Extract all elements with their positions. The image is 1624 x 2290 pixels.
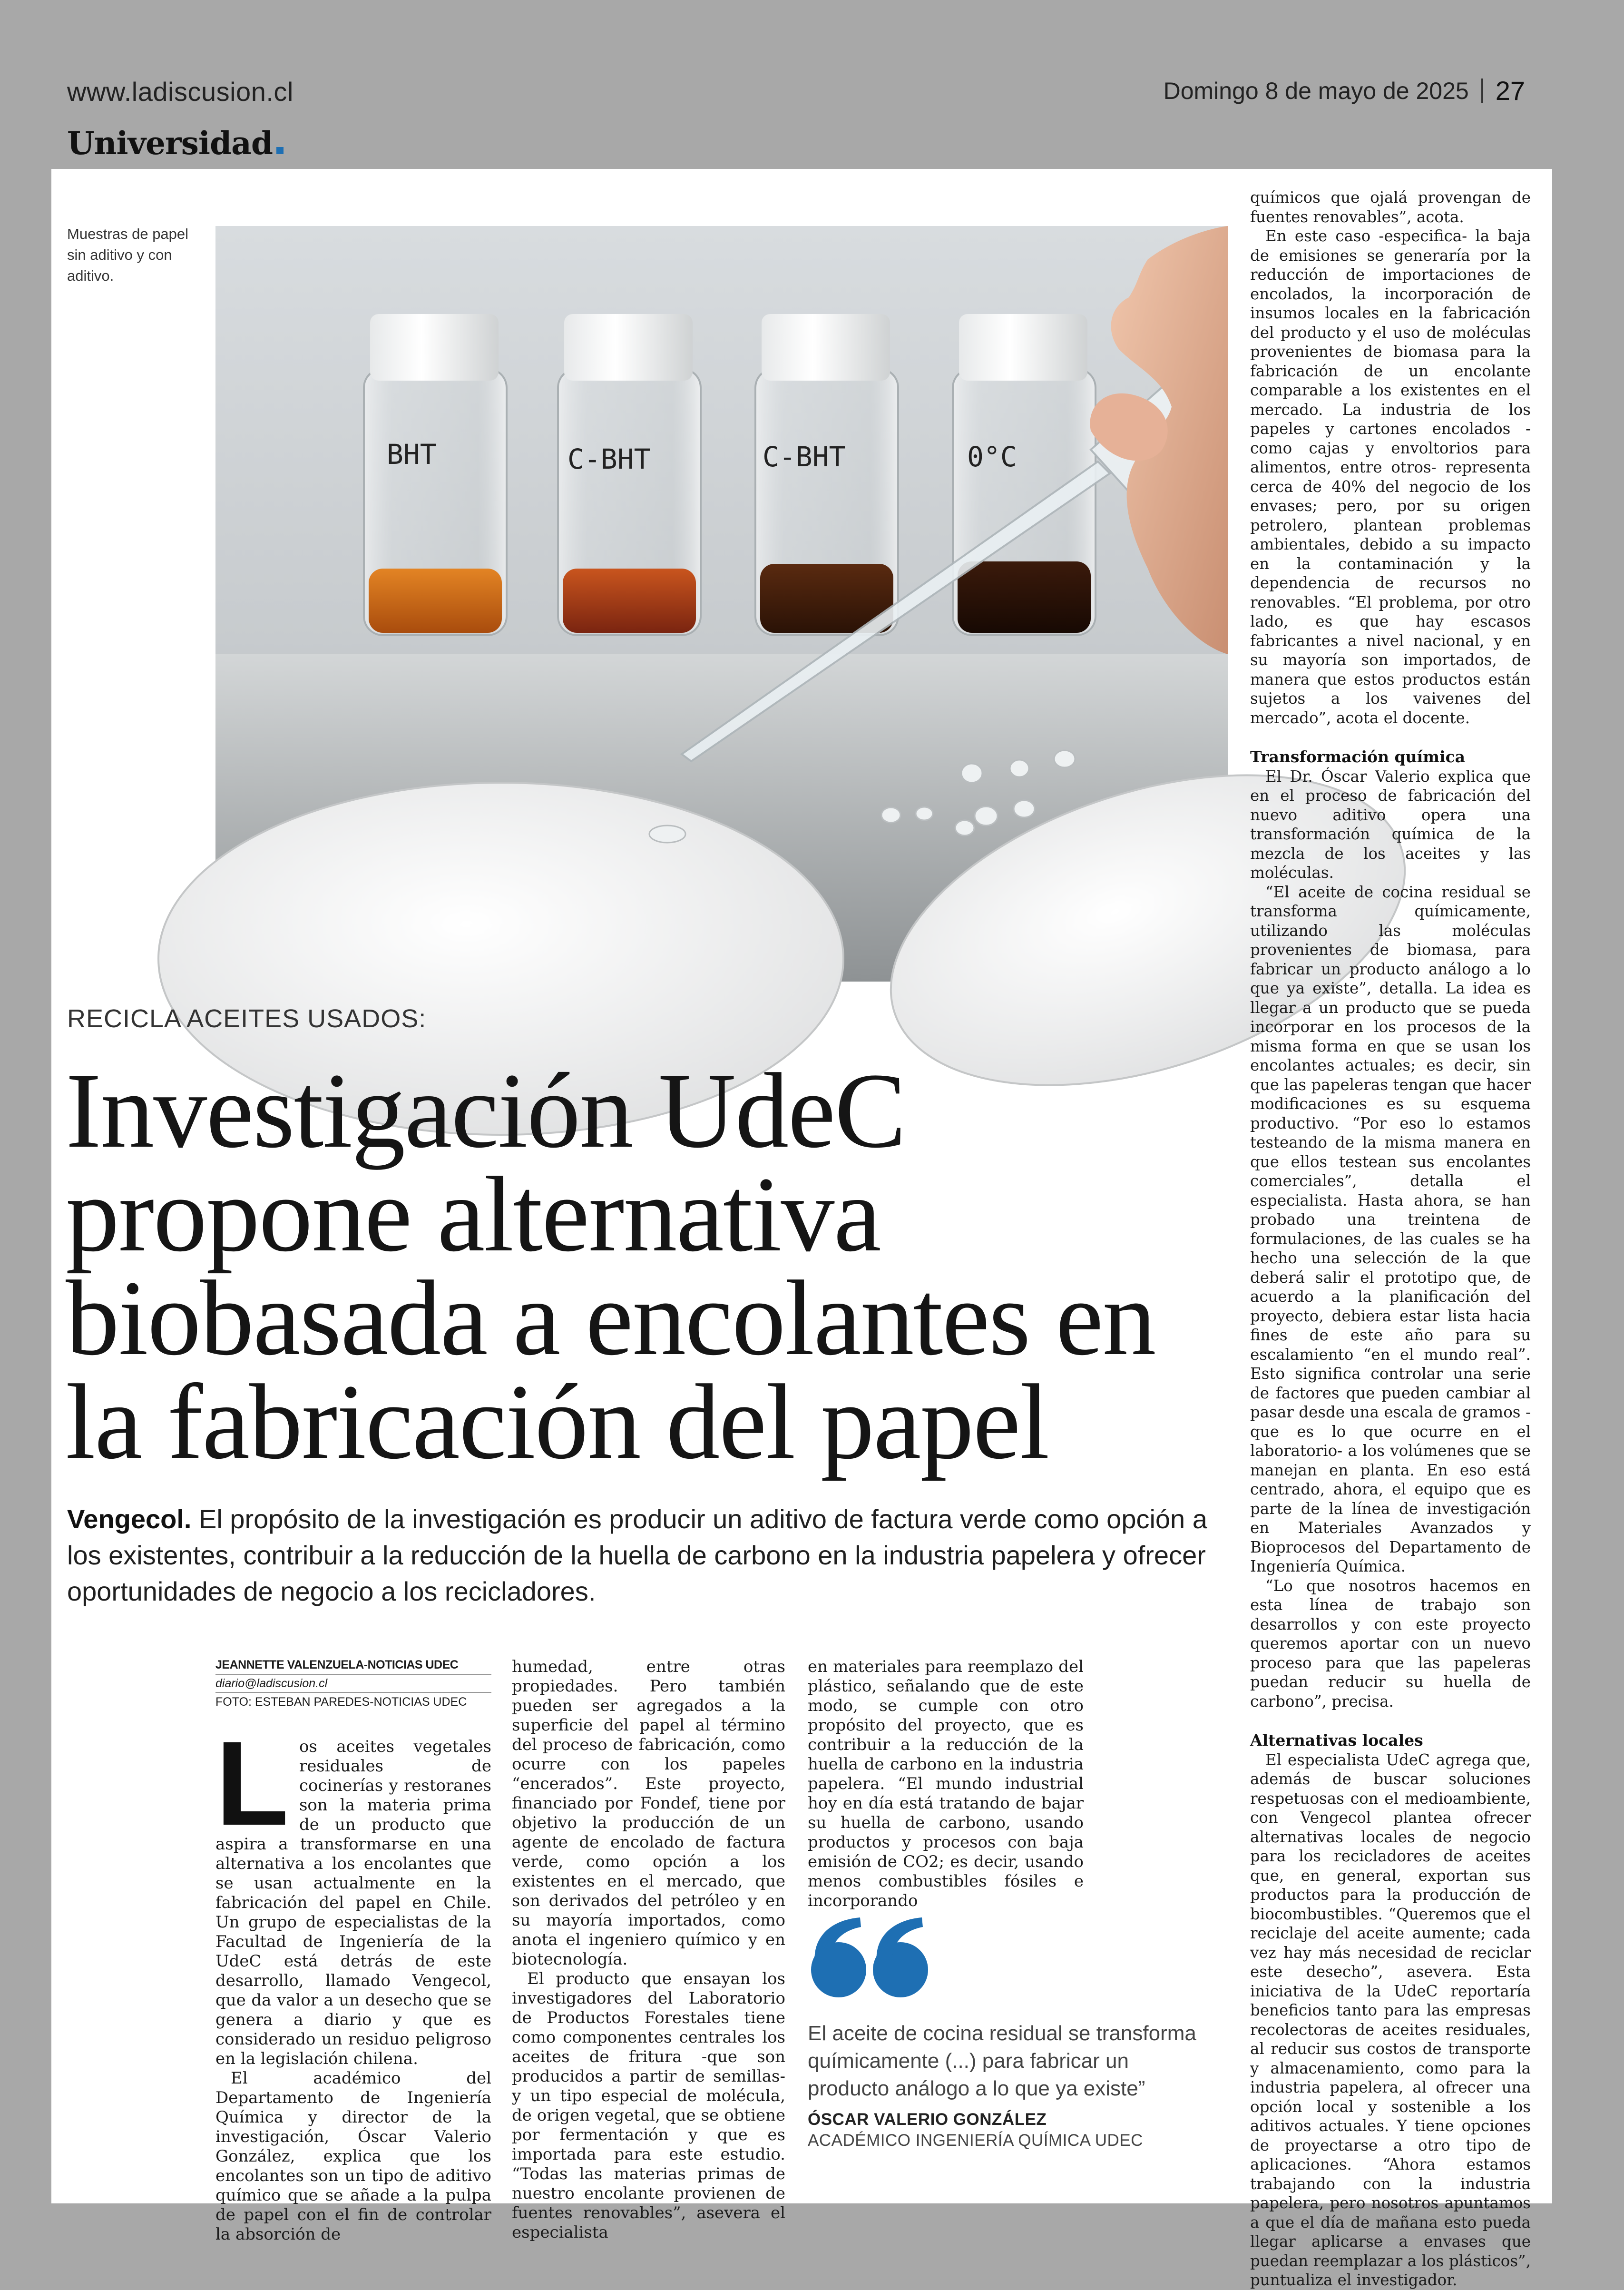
vial bbox=[755, 314, 898, 635]
photo-credit: FOTO: ESTEBAN PAREDES-NOTICIAS UDEC bbox=[215, 1692, 491, 1710]
quote-marks-icon bbox=[808, 1917, 936, 2000]
page-number: 27 bbox=[1495, 76, 1525, 106]
pull-quote-role: ACADÉMICO INGENIERÍA QUÍMICA UDEC bbox=[808, 2131, 1143, 2150]
svg-text:C-BHT: C-BHT bbox=[763, 441, 846, 473]
article-headline: Investigación UdeC propone alternativa biobasada a encolantes en la fabricación del papel bbox=[66, 1051, 1155, 1481]
body-paragraph: El especialista UdeC agrega que, además de buscar soluciones respetuosas con el medioambiente, con Vengecol plantea ofrecer alternativas locales de negocio para los recicladores de aceites que, en general, exportan sus productos para la producción de biocombustibles. “Queremos que el reciclaje del aceite aumente; cada vez hay más necesidad de reciclar este desecho”, asevera. Esta iniciativa de la UdeC reportaría beneficios tanto para las empresas recolectoras de aceites residuales, al reducir sus costos de transporte y almacenamiento, como para la industria papelera, al ofrecer una opción local y sostenible a los aditivos actuales. Y tiene opciones de proyectarse a otro tipo de aplicaciones. “Ahora estamos trabajando con la industria papelera, pero nosotros apuntamos a que el día de mañana esto pueda llegar aplicarse a envases que puedan reemplazar a los plásticos”, puntualiza el investigador. bbox=[1250, 1750, 1531, 2289]
article-deck bbox=[67, 1501, 1209, 1610]
section-label: Universidad bbox=[67, 125, 273, 162]
svg-text:C-BHT: C-BHT bbox=[567, 443, 651, 475]
body-paragraph: químicos que ojalá provengan de fuentes renovables”, acota. bbox=[1250, 188, 1531, 226]
vial bbox=[364, 314, 507, 635]
date-line bbox=[1164, 75, 1525, 106]
article-column-2 bbox=[512, 1657, 785, 2242]
deck-lead: Vengecol. bbox=[67, 1504, 192, 1534]
body-paragraph: El Dr. Óscar Valerio explica que en el proceso de fabricación del nuevo aditivo opera una transformación química de la mezcla de los aceites y las moléculas. bbox=[1250, 767, 1531, 882]
svg-text:0°C: 0°C bbox=[967, 441, 1017, 473]
subhead-transformacion: Transformación química bbox=[1250, 747, 1466, 766]
body-paragraph: en materiales para reemplazo del plástico, señalando que de este modo, se cumple con otro propósito del proyecto, que es contribuir a la reducción de la huella de carbono en la industria papelera. “El mundo industrial hoy en día está tratando de bajar su huella de carbono, usando productos y procesos con baja emisión de CO2; es decir, usando menos combustibles fósiles e incorporando bbox=[808, 1657, 1084, 1910]
byline-email[interactable]: diario@ladiscusion.cl bbox=[215, 1677, 328, 1690]
section-accent-dot bbox=[276, 147, 284, 154]
issue-date: Domingo 8 de mayo de 2025 bbox=[1163, 77, 1469, 104]
body-paragraph: En este caso -especifica- la baja de emisiones se generaría por la reducción de importaciones de encolados, la incorporación de insumos locales en la fabricación del producto y el uso de moléculas provenientes de biomasa para la fabricación de un encolante comparable a los existentes en el mercado. La industria de los papeles y cartones encolados -como cajas y envoltorios para alimentos, entre otros- representa cerca de 40% del negocio de los envases; pero, por su origen petrolero, plantean problemas ambientales, debido a su impacto en la contaminación y la dependencia de recursos no renovables. “El problema, por otro lado, es que hay escasos fabricantes a nivel nacional, y en su mayoría son importados, de manera que estos productos están sujetos a los vaivenes del mercado”, acota el docente. bbox=[1250, 227, 1531, 727]
article-kicker: RECICLA ACEITES USADOS: bbox=[67, 1004, 427, 1033]
section-name bbox=[67, 125, 284, 162]
lead-paragraph bbox=[215, 1717, 491, 2069]
body-paragraph: El producto que ensayan los investigadores del Laboratorio de Productos Forestales tiene como componentes centrales los aceites de fritura -que son producidos a partir de semillas- y un tipo especial de molécula, de origen vegetal, que se obtiene por fermentación y que es importada para este estudio. “Todas las materias primas de nuestro encolante provienen de fuentes renovables”, asevera el especialista bbox=[512, 1969, 785, 2242]
lead-text: os aceites vegetales residuales de cocinerías y restoranes son la materia prima de un producto que aspira a transformarse en una alternativa a los encolantes que se usan actualmente en la fabricación del papel en Chile. Un grupo de especialistas de la Facultad de Ingeniería de la UdeC está detrás de este desarrollo, llamado Vengecol, que da valor a un desecho que se genera a diario y que es considerado un residuo peligroso en la legislación chilena. bbox=[215, 1737, 491, 2068]
byline bbox=[215, 1657, 491, 1710]
deck-text: El propósito de la investigación es producir un aditivo de factura verde como opción a los existentes, contribuir a la reducción de la huella de carbono en la industria papelera y ofrecer oportunidades de negocio a los recicladores. bbox=[67, 1504, 1207, 1606]
body-paragraph: “El aceite de cocina residual se transforma químicamente, utilizando las moléculas provenientes de biomasa, para fabricar un producto análogo a lo que ya existe”, detalla. La idea es llegar a un producto que se pueda incorporar en los procesos de la misma forma en que se usan los encolantes actuales; es decir, sin que las papeleras tengan que hacer modificaciones es su esquema productivo. “Por eso lo estamos testeando de la misma manera en que ellos testean sus encolantes comerciales”, detalla el especialista. Hasta ahora, se han probado una treintena de formulaciones, de las cuales se ha hecho una selección de la que deberá salir el prototipo que, de acuerdo a la planificación del proyecto, debiera estar lista hacia fines de este año para su escalamiento “en el mundo real”. Esto significa controlar una serie de factores que pueden cambiar al pasar desde una escala de gramos -que es lo que ocurre en el laboratorio- a los volúmenes que se manejan en planta. En eso está centrado, ahora, el equipo que es parte de la línea de investigación en Materiales Avanzados y Bioprocesos del Departamento de Ingeniería Química. bbox=[1250, 883, 1531, 1575]
article-column-4 bbox=[1250, 188, 1531, 2290]
vial bbox=[953, 314, 1096, 635]
article-column-1 bbox=[215, 1657, 491, 2244]
article-column-3 bbox=[808, 1657, 1084, 1911]
lead-photo bbox=[215, 226, 1228, 982]
body-paragraph: El académico del Departamento de Ingeniería Química y director de la investigación, Óscar Valerio González, explica que los encolantes son un tipo de aditivo químico que se añade a la pulpa de papel con el fin de controlar la absorción de bbox=[215, 2069, 491, 2244]
svg-text:BHT: BHT bbox=[387, 438, 437, 471]
byline-author: JEANNETTE VALENZUELA-NOTICIAS UDEC bbox=[215, 1657, 491, 1675]
date-separator bbox=[1481, 79, 1483, 103]
article-sheet bbox=[51, 169, 1552, 2289]
vial bbox=[558, 314, 701, 635]
drop-cap: L bbox=[215, 1717, 289, 1850]
pull-quote-name: ÓSCAR VALERIO GONZÁLEZ bbox=[808, 2110, 1047, 2129]
subhead-alternativas: Alternativas locales bbox=[1250, 1731, 1423, 1749]
body-paragraph: humedad, entre otras propiedades. Pero también pueden ser agregados a la superficie del papel al término del proceso de fabricación, como ocurre con los papeles “encerados”. Este proyecto, financiado por Fondef, tiene por objetivo la producción de un agente de encolado de factura verde, como opción a los existentes en el mercado, que son derivados del petróleo y en su mayoría importados, como anota el ingeniero químico y en biotecnología. bbox=[512, 1657, 785, 1969]
photo-caption: Muestras de papel sin aditivo y con aditivo. bbox=[67, 226, 189, 284]
pull-quote-text: El aceite de cocina residual se transforma químicamente (...) para fabricar un producto análogo a lo que ya existe” bbox=[808, 2022, 1196, 2100]
body-paragraph: “Lo que nosotros hacemos en esta línea de trabajo son desarrollos y con este proyecto queremos aportar con un nuevo proceso para que las papeleras puedan reducir su huella de carbono”, precisa. bbox=[1250, 1576, 1531, 1710]
site-url[interactable]: www.ladiscusion.cl bbox=[67, 77, 293, 107]
